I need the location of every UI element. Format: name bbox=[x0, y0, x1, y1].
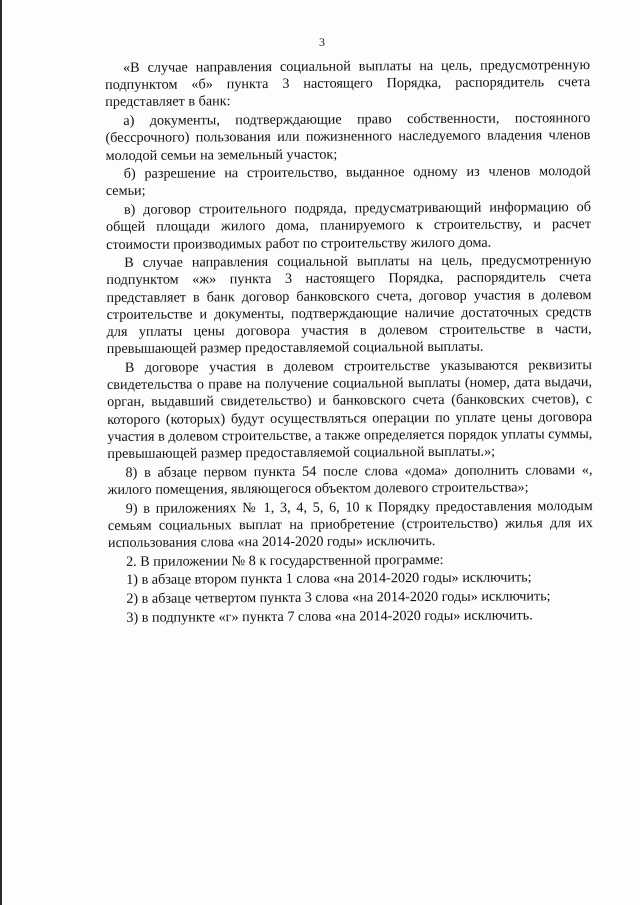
paragraph-section-2-heading: 2. В приложении № 8 к государственной программе: bbox=[126, 551, 444, 570]
document-body bbox=[105, 57, 593, 628]
page-number: 3 bbox=[319, 35, 325, 49]
paragraph-building-permit: б) разрешение на строительство, выданное одному из членов молодой семьи; bbox=[105, 163, 591, 200]
paragraph-item-zh-intro: В случае направления социальной выплаты на цель, предусмотренную подпунктом «ж» пункта 3 настоящего Порядка, распорядитель счета представляет в банк договор банковского счета, договор участия в долевом строительстве и документы, подтверждающие наличие достаточных средств для уплаты цены договора участия в долевом строительстве в части, превышающей размер предоставляемой социальной выплаты. bbox=[106, 252, 592, 358]
paragraph-section-2-item-1: 1) в абзаце втором пункта 1 слова «на 2014-2020 годы» исключить; bbox=[126, 569, 532, 589]
paragraph-construction-contract: в) договор строительного подряда, предусматривающий информацию об общей площади жилого дома, планируемого к строительству, и расчет стоимости производимых работ по строительству жилого дома. bbox=[105, 199, 592, 253]
paragraph-land-documents: а) документы, подтверждающие право собственности, постоянного (бессрочного) пользования или пожизненного наследуемого владения членов молодой семьи на земельный участок; bbox=[105, 110, 591, 164]
paragraph-amendment-9: 9) в приложениях № 1, 3, 4, 5, 6, 10 к Порядку предоставления молодым семьям социальных выплат на приобретение (строительство) жилья для их использования слова «на 2014-2020 годы» исключить. bbox=[107, 497, 593, 551]
paragraph-section-2-item-2: 2) в абзаце четвертом пункта 3 слова «на 2014-2020 годы» исключить; bbox=[126, 588, 551, 607]
paragraph-amendment-8: 8) в абзаце первом пункта 54 после слова «дома» дополнить словами «, жилого помещения, являющегося объектом долевого строительства»; bbox=[107, 461, 593, 498]
paragraph-shared-construction-contract: В договоре участия в долевом строительстве указываются реквизиты свидетельства о праве на получение социальной выплаты (номер, дата выдачи, орган, выдавший свидетельство) и банковского счета (банковских счетов), с которого (которых) будут осуществляться операции по уплате цены договора участия в долевом строительстве, а также определяется порядок уплаты суммы, превышающей размер предоставляемой социальной выплаты.»; bbox=[106, 356, 593, 462]
paragraph-item-b-intro: «В случае направления социальной выплаты на цель, предусмотренную подпунктом «б» пункта 3 настоящего Порядка, распорядитель счета представляет в банк: bbox=[105, 57, 591, 111]
paragraph-section-2-item-3: 3) в подпункте «г» пункта 7 слова «на 2014-2020 годы» исключить. bbox=[126, 607, 533, 626]
